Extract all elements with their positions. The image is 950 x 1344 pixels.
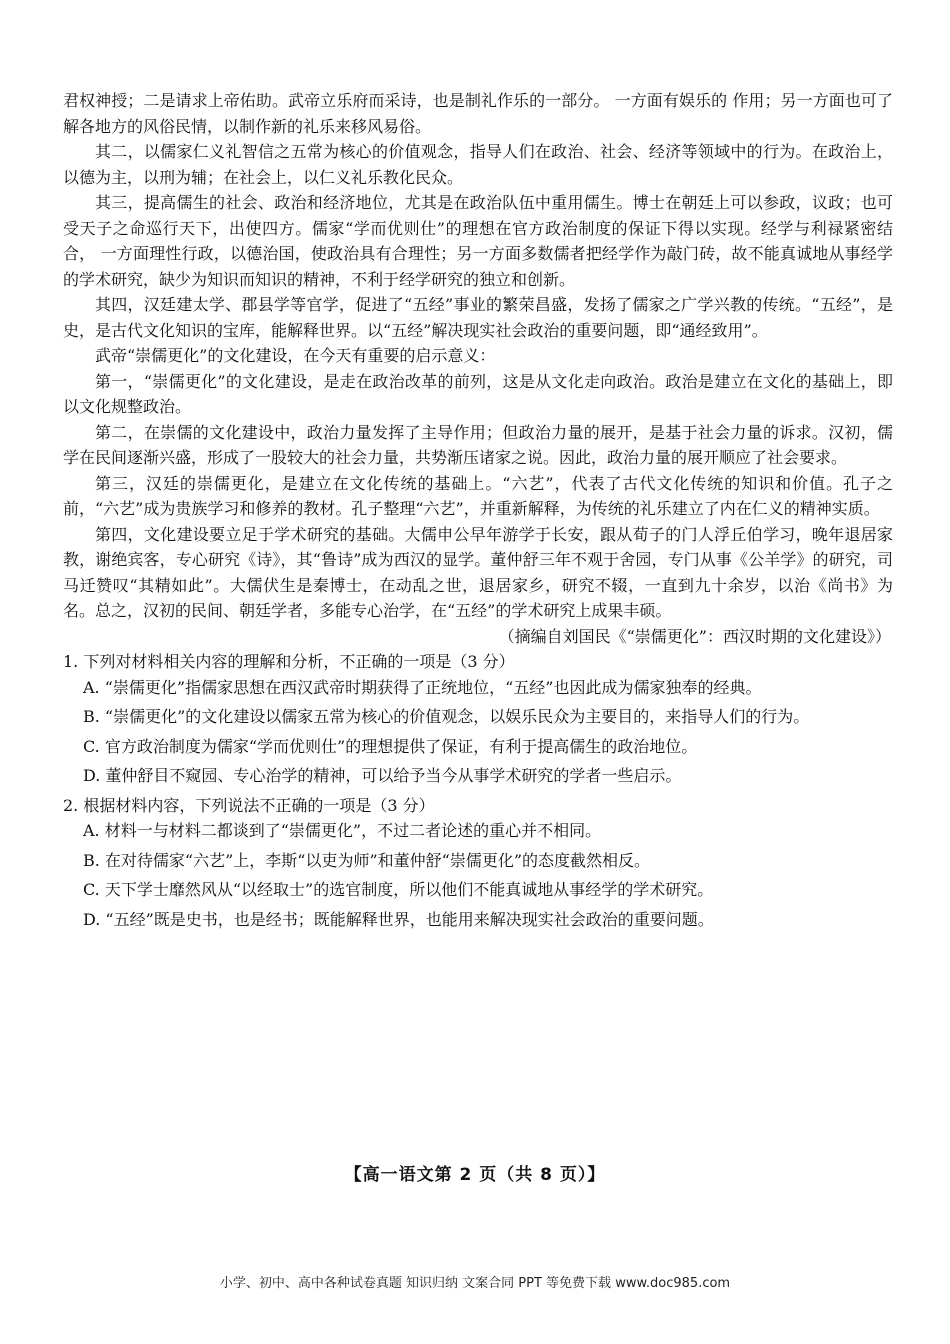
passage-paragraph-4: 其四，汉廷建太学、郡县学等官学，促进了“五经”事业的繁荣昌盛，发扬了儒家之广学兴教的传统。“五经”，是史，是古代文化知识的宝库，能解释世界。以“五经”解决现实社会政治的重要问题，即“通经致用”。 [63,295,893,340]
question-2-options [63,818,893,932]
passage-paragraph-1: 君权神授；二是请求上帝佑助。武帝立乐府而采诗，也是制礼作乐的一部分。 一方面有娱乐的 作用；另一方面也可了解各地方的风俗民情，以制作新的礼乐来移风易俗。 [63,91,893,136]
question-2 [63,793,893,933]
passage-source: （摘编自刘国民《“崇儒更化”：西汉时期的文化建设》） [498,626,891,646]
question-1-option-b: B. “崇儒更化”的文化建设以儒家五常为核心的价值观念，以娱乐民众为主要目的，来指导人们的行为。 [83,707,810,726]
question-2-stem: 2. 根据材料内容，下列说法不正确的一项是（3 分） [63,795,435,815]
passage-paragraph-9: 第四，文化建设要立足于学术研究的基础。大儒申公早年游学于长安，跟从荀子的门人浮丘伯学习，晚年退居家教，谢绝宾客，专心研究《诗》，其“鲁诗”成为西汉的显学。董仲舒三年不观于舍园，专门从事《公羊学》的研究，司马迁赞叹“其精如此”。大儒伏生是秦博士，在动乱之世，退居家乡，研究不辍，一直到九十余岁，以治《尚书》为名。总之，汉初的民间、朝廷学者，多能专心治学，在“五经”的学术研究上成果丰硕。 [63,524,893,620]
question-2-option-d: D. “五经”既是史书，也是经书；既能解释世界，也能用来解决现实社会政治的重要问题。 [83,909,714,929]
question-2-option-c: C. 天下学士靡然风从“以经取士”的选官制度，所以他们不能真诚地从事经学的学术研究。 [83,880,714,899]
passage-paragraph-5: 武帝“崇儒更化”的文化建设，在今天有重要的启示意义： [95,346,496,365]
question-1 [63,649,893,789]
passage-paragraph-6: 第一，“崇儒更化”的文化建设，是走在政治改革的前列，这是从文化走向政治。政治是建立在文化的基础上，即以文化规整政治。 [63,371,893,416]
passage-paragraph-3: 其三，提高儒生的社会、政治和经济地位，尤其是在政治队伍中重用儒生。博士在朝廷上可以参政，议政；也可受天子之命巡行天下，出使四方。儒家“学而优则仕”的理想在官方政治制度的保证下得以实现。经学与利禄紧密结合， 一方面理性行政，以德治国，使政治具有合理性；另一方面多数儒者把经学作为敲门砖，故不能真诚地从事经学的学术研究，缺少为知识而知识的精神，不利于经学研究的独立和创新。 [63,193,893,289]
question-1-stem: 1. 下列对材料相关内容的理解和分析，不正确的一项是（3 分） [63,652,515,671]
page-number-footer: 【高一语文第 2 页（共 8 页）】 [344,1165,606,1185]
question-2-option-b: B. 在对待儒家“六艺”上，李斯“以吏为师”和董仲舒“崇儒更化”的态度截然相反。 [83,850,651,870]
reading-passage [63,88,893,649]
passage-paragraph-7: 第二，在崇儒的文化建设中，政治力量发挥了主导作用；但政治力量的展开，是基于社会力量的诉求。汉初，儒学在民间逐渐兴盛，形成了一股较大的社会力量，共势渐压诸家之说。因此，政治力量的展开顺应了社会要求。 [63,422,893,467]
question-1-option-c: C. 官方政治制度为儒家“学而优则仕”的理想提供了保证，有利于提高儒生的政治地位。 [83,736,698,756]
exam-page-body [63,88,893,936]
question-1-options [63,675,893,789]
site-watermark: 小学、初中、高中各种试卷真题 知识归纳 文案合同 PPT 等免费下载 www.doc985.com [219,1276,731,1291]
question-1-option-a: A. “崇儒更化”指儒家思想在西汉武帝时期获得了正统地位，“五经”也因此成为儒家独奉的经典。 [83,677,762,697]
passage-paragraph-2: 其二，以儒家仁义礼智信之五常为核心的价值观念，指导人们在政治、社会、经济等领域中的行为。在政治上，以德为主，以刑为辅；在社会上，以仁义礼乐教化民众。 [63,142,893,187]
question-1-option-d: D. 董仲舒目不窥园、专心治学的精神，可以给予当今从事学术研究的学者一些启示。 [83,766,682,785]
passage-paragraph-8: 第三，汉廷的崇儒更化，是建立在文化传统的基础上。“六艺”，代表了古代文化传统的知识和价值。孔子之前，“六艺”成为贵族学习和修养的教材。孔子整理“六艺”，并重新解释，为传统的礼乐建立了内在仁义的精神实质。 [63,473,893,518]
question-2-option-a: A. 材料一与材料二都谈到了“崇儒更化”，不过二者论述的重心并不相同。 [83,821,602,840]
